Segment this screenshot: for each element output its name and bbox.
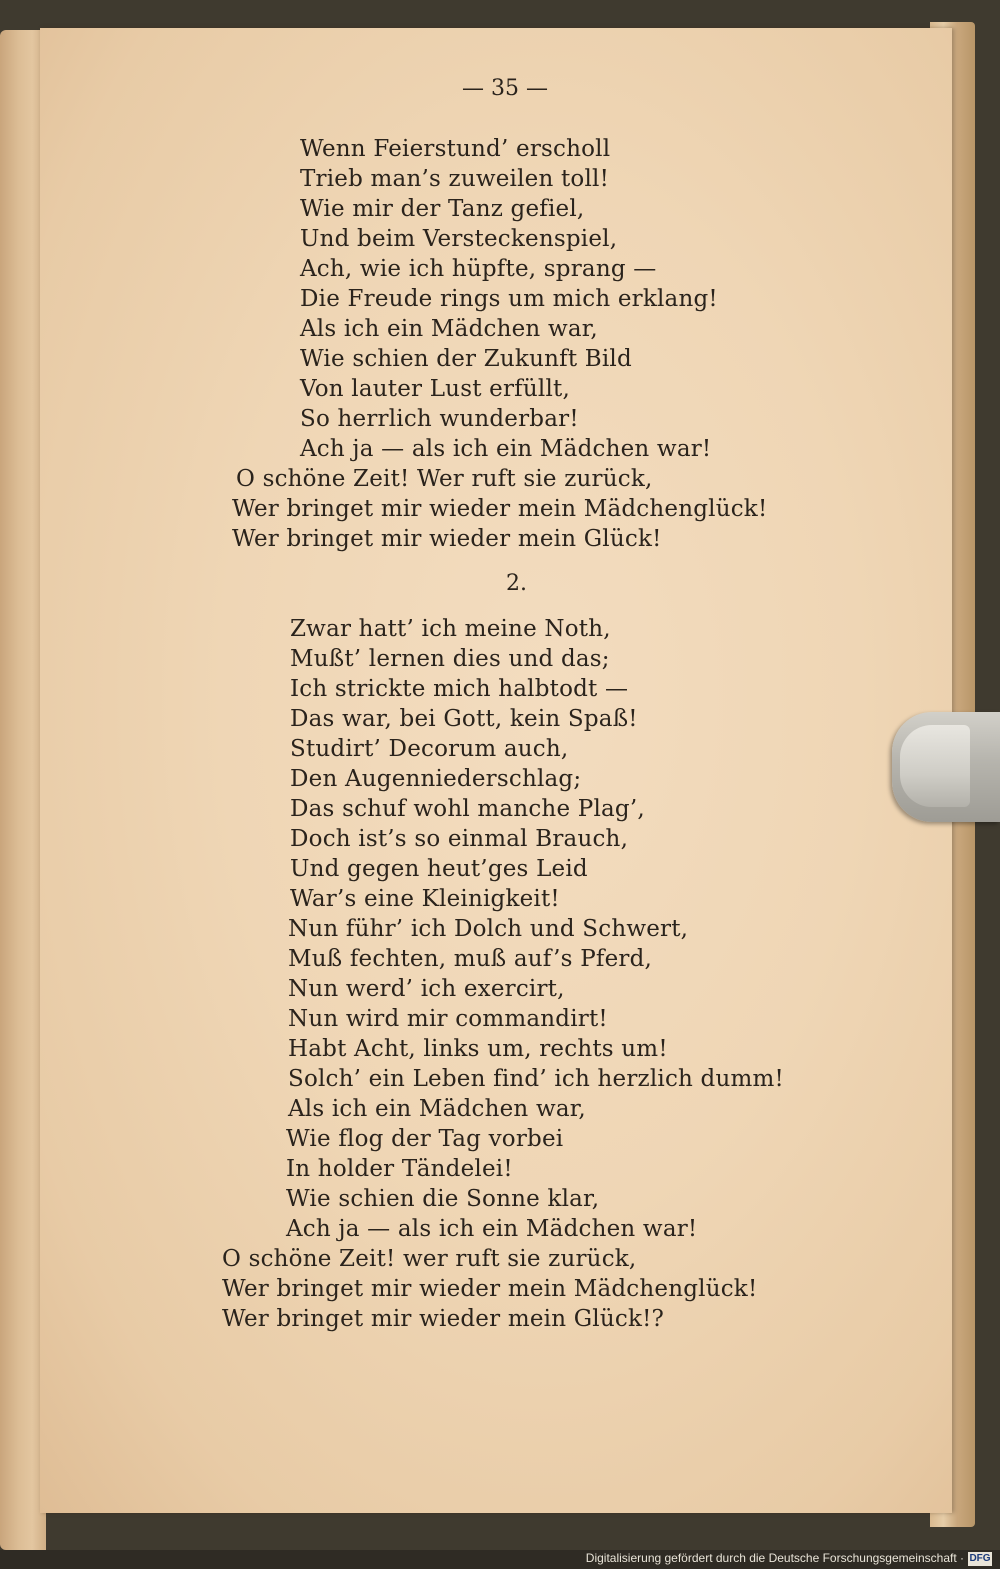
poem-line: Ach ja — als ich ein Mädchen war!	[300, 436, 712, 462]
poem-line: Ach ja — als ich ein Mädchen war!	[286, 1216, 698, 1242]
poem-line: Doch ist’s so einmal Brauch,	[290, 826, 629, 852]
footer-credit: Digitalisierung gefördert durch die Deutsche Forschungsgemeinschaft ·	[585, 1551, 964, 1565]
poem-line: Studirt’ Decorum auch,	[290, 736, 569, 762]
poem-line: In holder Tändelei!	[286, 1156, 513, 1182]
poem-line: O schöne Zeit! wer ruft sie zurück,	[222, 1246, 637, 1272]
poem-line: So herrlich wunderbar!	[300, 406, 579, 432]
poem-line: Wie schien die Sonne klar,	[286, 1186, 600, 1212]
page-number: — 35 —	[462, 76, 548, 101]
page-tab-inner	[900, 725, 970, 807]
poem-line: Muß fechten, muß auf’s Pferd,	[288, 946, 653, 972]
poem-line: Wie mir der Tanz gefiel,	[300, 196, 585, 222]
poem-line: Nun wird mir commandirt!	[288, 1006, 608, 1032]
poem-line: Ich strickte mich halbtodt —	[290, 676, 629, 702]
poem-line: Das schuf wohl manche Plag’,	[290, 796, 645, 822]
poem-line: Als ich ein Mädchen war,	[288, 1096, 586, 1122]
poem-line: Den Augenniederschlag;	[290, 766, 582, 792]
poem-line: Von lauter Lust erfüllt,	[300, 376, 570, 402]
poem-line: War’s eine Kleinigkeit!	[290, 886, 560, 912]
poem-line: Das war, bei Gott, kein Spaß!	[290, 706, 638, 732]
poem-line: Wer bringet mir wieder mein Mädchenglück!	[232, 496, 768, 522]
poem-line: Wer bringet mir wieder mein Mädchenglück!	[222, 1276, 758, 1302]
poem-line: Nun führ’ ich Dolch und Schwert,	[288, 916, 689, 942]
poem-line: Habt Acht, links um, rechts um!	[288, 1036, 668, 1062]
poem-line: Wer bringet mir wieder mein Glück!	[232, 526, 662, 552]
poem-line: Und beim Versteckenspiel,	[300, 226, 618, 252]
dfg-logo: DFG	[969, 1553, 991, 1564]
poem-line: Mußt’ lernen dies und das;	[290, 646, 610, 672]
poem-line: Als ich ein Mädchen war,	[300, 316, 598, 342]
poem-line: O schöne Zeit! Wer ruft sie zurück,	[236, 466, 653, 492]
stanza-number: 2.	[506, 571, 527, 596]
poem-line: Zwar hatt’ ich meine Noth,	[290, 616, 611, 642]
poem-line: Und gegen heut’ges Leid	[290, 856, 588, 882]
poem-line: Wer bringet mir wieder mein Glück!?	[222, 1306, 665, 1332]
poem-line: Nun werd’ ich exercirt,	[288, 976, 565, 1002]
poem-line: Solch’ ein Leben find’ ich herzlich dumm!	[288, 1066, 784, 1092]
poem-line: Die Freude rings um mich erklang!	[300, 286, 718, 312]
poem-line: Wie schien der Zukunft Bild	[300, 346, 632, 372]
poem-line: Wenn Feierstund’ erscholl	[300, 136, 611, 162]
poem-line: Wie flog der Tag vorbei	[286, 1126, 564, 1152]
poem-line: Ach, wie ich hüpfte, sprang —	[300, 256, 657, 282]
poem-line: Trieb man’s zuweilen toll!	[300, 166, 610, 192]
